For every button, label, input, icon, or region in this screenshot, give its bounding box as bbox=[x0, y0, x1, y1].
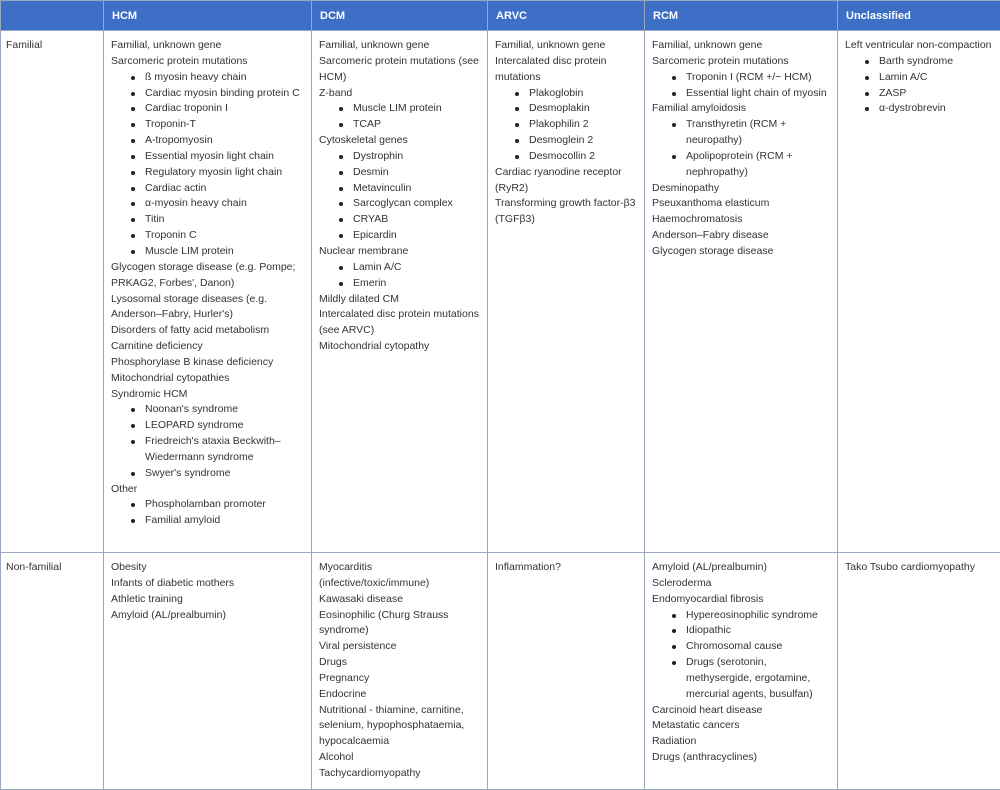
list-bullet-item: Cardiac myosin binding protein C bbox=[111, 86, 305, 102]
list-item: Familial, unknown gene bbox=[652, 38, 831, 54]
list-bullet-item: Barth syndrome bbox=[845, 54, 994, 70]
list-item: Nutritional - thiamine, carnitine, bbox=[319, 703, 481, 719]
list-item: Phosphorylase B kinase deficiency bbox=[111, 355, 305, 371]
list-item: Endomyocardial fibrosis bbox=[652, 592, 831, 608]
list-item: Sarcomeric protein mutations bbox=[111, 54, 305, 70]
list-item: Sarcomeric protein mutations bbox=[652, 54, 831, 70]
list-bullet-item: Desmin bbox=[319, 165, 481, 181]
list-item: Anderson–Fabry disease bbox=[652, 228, 831, 244]
list-bullet-item: Troponin I (RCM +/− HCM) bbox=[652, 70, 831, 86]
list-item: (RyR2) bbox=[495, 181, 638, 197]
list-item: Endocrine bbox=[319, 687, 481, 703]
list-bullet-item: Metavinculin bbox=[319, 181, 481, 197]
cell-nonfamilial-dcm bbox=[312, 553, 488, 790]
list-item: selenium, hypophosphataemia, bbox=[319, 718, 481, 734]
list-item: Amyloid (AL/prealbumin) bbox=[111, 608, 305, 624]
list-bullet-item: Friedreich's ataxia Beckwith–Wiedermann syndrome bbox=[111, 434, 305, 466]
cell-nonfamilial-rcm bbox=[645, 553, 838, 790]
list-item: (TGFβ3) bbox=[495, 212, 638, 228]
list-item: syndrome) bbox=[319, 623, 481, 639]
header-cell-empty bbox=[1, 1, 104, 31]
list-item: Z-band bbox=[319, 86, 481, 102]
list-item: Sarcomeric protein mutations (see bbox=[319, 54, 481, 70]
list-item: PRKAG2, Forbes', Danon) bbox=[111, 276, 305, 292]
list-bullet-item: CRYAB bbox=[319, 212, 481, 228]
list-bullet-item: Regulatory myosin light chain bbox=[111, 165, 305, 181]
list-item: Metastatic cancers bbox=[652, 718, 831, 734]
list-item: Myocarditis bbox=[319, 560, 481, 576]
row-label-familial: Familial bbox=[1, 31, 104, 553]
list-bullet-item: Transthyretin (RCM + neuropathy) bbox=[652, 117, 831, 149]
list-item: Tachycardiomyopathy bbox=[319, 766, 481, 782]
list-bullet-item: Muscle LIM protein bbox=[319, 101, 481, 117]
list-item: Viral persistence bbox=[319, 639, 481, 655]
list-item: Cardiac ryanodine receptor bbox=[495, 165, 638, 181]
list-item: Pseuxanthoma elasticum bbox=[652, 196, 831, 212]
list-item: Lysosomal storage diseases (e.g. bbox=[111, 292, 305, 308]
list-bullet-item: Lamin A/C bbox=[845, 70, 994, 86]
list-item: Mitochondrial cytopathies bbox=[111, 371, 305, 387]
list-bullet-item: A-tropomyosin bbox=[111, 133, 305, 149]
row-label-non-familial: Non-familial bbox=[1, 553, 104, 790]
list-bullet-item: Essential light chain of myosin bbox=[652, 86, 831, 102]
header-cell-unclassified: Unclassified bbox=[838, 1, 1000, 31]
list-item: Syndromic HCM bbox=[111, 387, 305, 403]
list-item: Athletic training bbox=[111, 592, 305, 608]
list-bullet-item: Emerin bbox=[319, 276, 481, 292]
cell-nonfamilial-hcm bbox=[104, 553, 312, 790]
list-bullet-item: Desmoglein 2 bbox=[495, 133, 638, 149]
list-item: Pregnancy bbox=[319, 671, 481, 687]
list-item: (see ARVC) bbox=[319, 323, 481, 339]
list-item: hypocalcaemia bbox=[319, 734, 481, 750]
list-bullet-item: Noonan's syndrome bbox=[111, 402, 305, 418]
list-item: Mildly dilated CM bbox=[319, 292, 481, 308]
list-bullet-item: Drugs (serotonin, methysergide, ergotamine, mercurial agents, busulfan) bbox=[652, 655, 831, 703]
list-bullet-item: Essential myosin light chain bbox=[111, 149, 305, 165]
list-item: Anderson–Fabry, Hurler's) bbox=[111, 307, 305, 323]
header-cell-hcm: HCM bbox=[104, 1, 312, 31]
cell-familial-rcm bbox=[645, 31, 838, 553]
list-item: Radiation bbox=[652, 734, 831, 750]
list-bullet-item: Lamin A/C bbox=[319, 260, 481, 276]
list-bullet-item: ZASP bbox=[845, 86, 994, 102]
list-bullet-item: Hypereosinophilic syndrome bbox=[652, 608, 831, 624]
list-item: Carcinoid heart disease bbox=[652, 703, 831, 719]
list-bullet-item: Troponin-T bbox=[111, 117, 305, 133]
row-familial bbox=[1, 31, 1000, 553]
list-item: Eosinophilic (Churg Strauss bbox=[319, 608, 481, 624]
list-bullet-item: Sarcoglycan complex bbox=[319, 196, 481, 212]
list-bullet-item: Titin bbox=[111, 212, 305, 228]
list-bullet-item: Dystrophin bbox=[319, 149, 481, 165]
list-item: Alcohol bbox=[319, 750, 481, 766]
list-item: Other bbox=[111, 482, 305, 498]
list-item: Cytoskeletal genes bbox=[319, 133, 481, 149]
list-bullet-item: Apolipoprotein (RCM + nephropathy) bbox=[652, 149, 831, 181]
list-item: Glycogen storage disease (e.g. Pompe; bbox=[111, 260, 305, 276]
list-item: Infants of diabetic mothers bbox=[111, 576, 305, 592]
cell-nonfamilial-arvc bbox=[488, 553, 645, 790]
list-item: Carnitine deficiency bbox=[111, 339, 305, 355]
list-bullet-item: Cardiac actin bbox=[111, 181, 305, 197]
list-item: Inflammation? bbox=[495, 560, 638, 576]
list-item: Intercalated disc protein mutations bbox=[319, 307, 481, 323]
list-item: Tako Tsubo cardiomyopathy bbox=[845, 560, 994, 576]
list-bullet-item: Chromosomal cause bbox=[652, 639, 831, 655]
list-item: Familial, unknown gene bbox=[319, 38, 481, 54]
cell-familial-unclassified bbox=[838, 31, 1000, 553]
list-bullet-item: Phospholamban promoter bbox=[111, 497, 305, 513]
list-item: (infective/toxic/immune) bbox=[319, 576, 481, 592]
header-cell-rcm: RCM bbox=[645, 1, 838, 31]
list-bullet-item: Troponin C bbox=[111, 228, 305, 244]
list-item: Familial, unknown gene bbox=[111, 38, 305, 54]
list-bullet-item: Muscle LIM protein bbox=[111, 244, 305, 260]
list-bullet-item: Cardiac troponin I bbox=[111, 101, 305, 117]
list-item: Familial amyloidosis bbox=[652, 101, 831, 117]
list-item: Desminopathy bbox=[652, 181, 831, 197]
list-bullet-item: LEOPARD syndrome bbox=[111, 418, 305, 434]
list-item: Nuclear membrane bbox=[319, 244, 481, 260]
row-non-familial bbox=[1, 553, 1000, 790]
list-item: Haemochromatosis bbox=[652, 212, 831, 228]
cell-familial-arvc bbox=[488, 31, 645, 553]
list-item: Left ventricular non-compaction bbox=[845, 38, 994, 54]
header-cell-dcm: DCM bbox=[312, 1, 488, 31]
list-bullet-item: Swyer's syndrome bbox=[111, 466, 305, 482]
cell-nonfamilial-unclassified bbox=[838, 553, 1000, 790]
list-bullet-item: ß myosin heavy chain bbox=[111, 70, 305, 86]
list-item: Obesity bbox=[111, 560, 305, 576]
list-bullet-item: Familial amyloid bbox=[111, 513, 305, 529]
cell-familial-hcm bbox=[104, 31, 312, 553]
list-item: HCM) bbox=[319, 70, 481, 86]
list-item: Scleroderma bbox=[652, 576, 831, 592]
cell-familial-dcm bbox=[312, 31, 488, 553]
list-item: Kawasaki disease bbox=[319, 592, 481, 608]
list-bullet-item: α-myosin heavy chain bbox=[111, 196, 305, 212]
list-bullet-item: α-dystrobrevin bbox=[845, 101, 994, 117]
header-row bbox=[1, 1, 1000, 31]
list-bullet-item: Plakophilin 2 bbox=[495, 117, 638, 133]
list-bullet-item: Idiopathic bbox=[652, 623, 831, 639]
list-item: Disorders of fatty acid metabolism bbox=[111, 323, 305, 339]
list-item: Drugs (anthracyclines) bbox=[652, 750, 831, 766]
list-bullet-item: Plakoglobin bbox=[495, 86, 638, 102]
list-item: Mitochondrial cytopathy bbox=[319, 339, 481, 355]
list-item: Glycogen storage disease bbox=[652, 244, 831, 260]
list-bullet-item: Epicardin bbox=[319, 228, 481, 244]
list-bullet-item: Desmocollin 2 bbox=[495, 149, 638, 165]
list-item: Familial, unknown gene bbox=[495, 38, 638, 54]
list-item: Intercalated disc protein bbox=[495, 54, 638, 70]
list-bullet-item: Desmoplakin bbox=[495, 101, 638, 117]
header-cell-arvc: ARVC bbox=[488, 1, 645, 31]
list-bullet-item: TCAP bbox=[319, 117, 481, 133]
list-item: Transforming growth factor-β3 bbox=[495, 196, 638, 212]
list-item: Drugs bbox=[319, 655, 481, 671]
list-item: mutations bbox=[495, 70, 638, 86]
list-item: Amyloid (AL/prealbumin) bbox=[652, 560, 831, 576]
